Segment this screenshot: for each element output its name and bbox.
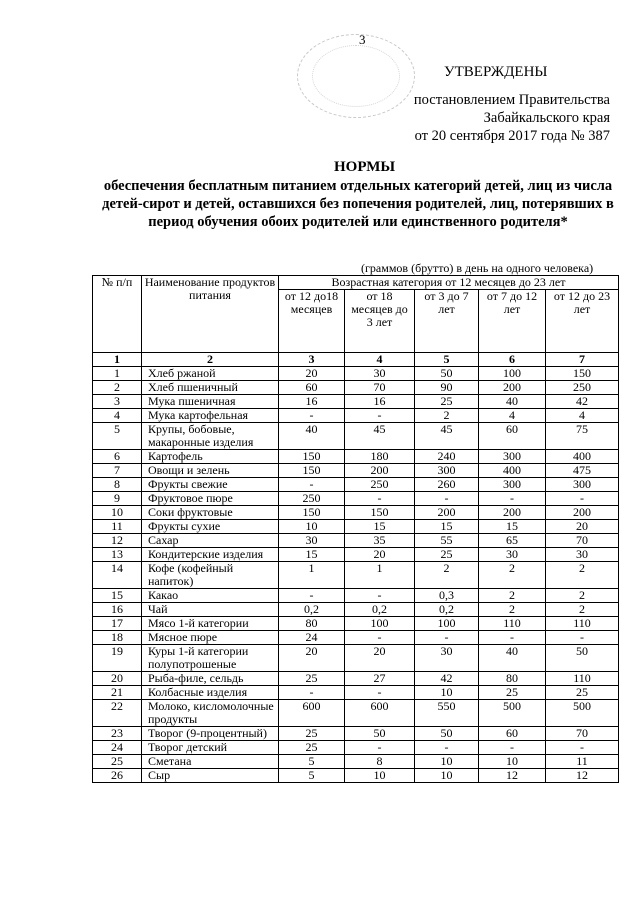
norm-value: 42 bbox=[546, 395, 619, 409]
norm-value: 20 bbox=[345, 548, 415, 562]
norm-value: 15 bbox=[479, 520, 546, 534]
norm-value: 15 bbox=[279, 548, 345, 562]
norm-value: 45 bbox=[345, 423, 415, 450]
norm-value: 550 bbox=[415, 700, 479, 727]
table-row bbox=[93, 409, 619, 423]
header-age-col: от 7 до 12 лет bbox=[479, 290, 546, 353]
table-row bbox=[93, 464, 619, 478]
norm-value: 300 bbox=[546, 478, 619, 492]
header-age-col: от 3 до 7 лет bbox=[415, 290, 479, 353]
table-row bbox=[93, 506, 619, 520]
norm-value: 400 bbox=[546, 450, 619, 464]
norm-value: 40 bbox=[279, 423, 345, 450]
norm-value: - bbox=[546, 631, 619, 645]
norm-value: 2 bbox=[479, 589, 546, 603]
table-row bbox=[93, 478, 619, 492]
norm-value: 0,2 bbox=[279, 603, 345, 617]
table-row bbox=[93, 534, 619, 548]
norm-value: 20 bbox=[546, 520, 619, 534]
norm-value: 24 bbox=[279, 631, 345, 645]
row-number: 20 bbox=[93, 672, 142, 686]
product-name: Овощи и зелень bbox=[142, 464, 279, 478]
norm-value: 10 bbox=[415, 769, 479, 783]
norm-value: 1 bbox=[279, 562, 345, 589]
decree-line-1: постановлением Правительства bbox=[413, 92, 610, 108]
table-row bbox=[93, 603, 619, 617]
norm-value: 50 bbox=[546, 645, 619, 672]
norm-value: - bbox=[345, 741, 415, 755]
header-age-col: от 12 до 23 лет bbox=[546, 290, 619, 353]
row-number: 22 bbox=[93, 700, 142, 727]
column-number: 6 bbox=[479, 353, 546, 367]
table-row bbox=[93, 741, 619, 755]
row-number: 25 bbox=[93, 755, 142, 769]
product-name: Колбасные изделия bbox=[142, 686, 279, 700]
row-number: 26 bbox=[93, 769, 142, 783]
header-age-col: от 12 до18 месяцев bbox=[279, 290, 345, 353]
product-name: Мука пшеничная bbox=[142, 395, 279, 409]
norm-value: 70 bbox=[546, 727, 619, 741]
norm-value: 250 bbox=[279, 492, 345, 506]
product-name: Соки фруктовые bbox=[142, 506, 279, 520]
product-name: Чай bbox=[142, 603, 279, 617]
norm-value: 75 bbox=[546, 423, 619, 450]
norm-value: 30 bbox=[415, 645, 479, 672]
norm-value: 25 bbox=[415, 548, 479, 562]
norm-value: 600 bbox=[279, 700, 345, 727]
header-product-name: Наименование продуктов питания bbox=[142, 276, 279, 353]
norm-value: - bbox=[479, 492, 546, 506]
norm-value: 80 bbox=[479, 672, 546, 686]
column-number: 5 bbox=[415, 353, 479, 367]
row-number: 8 bbox=[93, 478, 142, 492]
page-number: 3 bbox=[359, 32, 366, 47]
norm-value: 150 bbox=[546, 367, 619, 381]
norm-value: 25 bbox=[279, 727, 345, 741]
norm-value: 200 bbox=[546, 506, 619, 520]
norm-value: 8 bbox=[345, 755, 415, 769]
norm-value: 4 bbox=[546, 409, 619, 423]
norm-value: 2 bbox=[479, 603, 546, 617]
norm-value: - bbox=[546, 492, 619, 506]
row-number: 19 bbox=[93, 645, 142, 672]
table-row bbox=[93, 769, 619, 783]
norm-value: 5 bbox=[279, 769, 345, 783]
norm-value: 100 bbox=[345, 617, 415, 631]
norm-value: 110 bbox=[546, 617, 619, 631]
column-number: 2 bbox=[142, 353, 279, 367]
norm-value: 50 bbox=[415, 367, 479, 381]
norm-value: 40 bbox=[479, 645, 546, 672]
norm-value: 200 bbox=[345, 464, 415, 478]
norm-value: 180 bbox=[345, 450, 415, 464]
norm-value: 600 bbox=[345, 700, 415, 727]
table-row bbox=[93, 562, 619, 589]
table-row bbox=[93, 381, 619, 395]
product-name: Хлеб ржаной bbox=[142, 367, 279, 381]
norm-value: 100 bbox=[415, 617, 479, 631]
table-row bbox=[93, 367, 619, 381]
table-row bbox=[93, 727, 619, 741]
norm-value: 20 bbox=[279, 645, 345, 672]
norm-value: 15 bbox=[415, 520, 479, 534]
norm-value: 300 bbox=[479, 450, 546, 464]
product-name: Рыба-филе, сельдь bbox=[142, 672, 279, 686]
product-name: Творог (9-процентный) bbox=[142, 727, 279, 741]
table-row bbox=[93, 645, 619, 672]
product-name: Фруктовое пюре bbox=[142, 492, 279, 506]
norm-value: 200 bbox=[479, 381, 546, 395]
norm-value: 475 bbox=[546, 464, 619, 478]
table-row bbox=[93, 423, 619, 450]
norm-value: 110 bbox=[479, 617, 546, 631]
norm-value: - bbox=[279, 686, 345, 700]
norm-value: 5 bbox=[279, 755, 345, 769]
norm-value: 30 bbox=[546, 548, 619, 562]
header-age-group: Возрастная категория от 12 месяцев до 23 лет bbox=[279, 276, 619, 290]
product-name: Сахар bbox=[142, 534, 279, 548]
header-number: № п/п bbox=[93, 276, 142, 353]
norm-value: - bbox=[345, 409, 415, 423]
norm-value: - bbox=[345, 631, 415, 645]
norm-value: 150 bbox=[279, 450, 345, 464]
row-number: 4 bbox=[93, 409, 142, 423]
row-number: 16 bbox=[93, 603, 142, 617]
norm-value: 45 bbox=[415, 423, 479, 450]
row-number: 18 bbox=[93, 631, 142, 645]
row-number: 1 bbox=[93, 367, 142, 381]
row-number: 23 bbox=[93, 727, 142, 741]
row-number: 7 bbox=[93, 464, 142, 478]
norm-value: 25 bbox=[415, 395, 479, 409]
norm-value: 70 bbox=[345, 381, 415, 395]
row-number: 15 bbox=[93, 589, 142, 603]
product-name: Сыр bbox=[142, 769, 279, 783]
column-number: 4 bbox=[345, 353, 415, 367]
document-subtitle: обеспечения бесплатным питанием отдельных категорий детей, лиц из числа детей-сирот и детей, оставшихся без попечения родителей, лиц, потерявших в период обучения обоих родителей или единственного родителя* bbox=[102, 178, 614, 230]
column-number: 7 bbox=[546, 353, 619, 367]
norm-value: 0,2 bbox=[415, 603, 479, 617]
column-number: 1 bbox=[93, 353, 142, 367]
approved-heading: УТВЕРЖДЕНЫ bbox=[444, 64, 548, 80]
norm-value: 80 bbox=[279, 617, 345, 631]
norm-value: 0,2 bbox=[345, 603, 415, 617]
norm-value: 20 bbox=[279, 367, 345, 381]
decree-line-2: Забайкальского края bbox=[483, 110, 610, 126]
decree-reference bbox=[414, 91, 610, 145]
norm-value: - bbox=[415, 741, 479, 755]
table-row bbox=[93, 672, 619, 686]
norm-value: 2 bbox=[415, 562, 479, 589]
row-number: 6 bbox=[93, 450, 142, 464]
norm-value: 0,3 bbox=[415, 589, 479, 603]
row-number: 11 bbox=[93, 520, 142, 534]
row-number: 12 bbox=[93, 534, 142, 548]
norm-value: 300 bbox=[479, 478, 546, 492]
norm-value: 4 bbox=[479, 409, 546, 423]
norm-value: 11 bbox=[546, 755, 619, 769]
product-name: Сметана bbox=[142, 755, 279, 769]
norm-value: 2 bbox=[479, 562, 546, 589]
table-row bbox=[93, 700, 619, 727]
norm-value: - bbox=[345, 686, 415, 700]
column-number: 3 bbox=[279, 353, 345, 367]
norm-value: 10 bbox=[415, 755, 479, 769]
row-number: 3 bbox=[93, 395, 142, 409]
norm-value: 500 bbox=[479, 700, 546, 727]
product-name: Картофель bbox=[142, 450, 279, 464]
norm-value: 200 bbox=[479, 506, 546, 520]
norm-value: 260 bbox=[415, 478, 479, 492]
product-name: Фрукты сухие bbox=[142, 520, 279, 534]
product-name: Творог детский bbox=[142, 741, 279, 755]
norm-value: 240 bbox=[415, 450, 479, 464]
norm-value: 60 bbox=[279, 381, 345, 395]
norm-value: - bbox=[415, 492, 479, 506]
norm-value: 30 bbox=[345, 367, 415, 381]
product-name: Мясное пюре bbox=[142, 631, 279, 645]
table-row bbox=[93, 755, 619, 769]
norm-value: - bbox=[479, 631, 546, 645]
norm-value: 30 bbox=[279, 534, 345, 548]
product-name: Хлеб пшеничный bbox=[142, 381, 279, 395]
document-title: НОРМЫ bbox=[334, 159, 396, 175]
norm-value: 40 bbox=[479, 395, 546, 409]
row-number: 14 bbox=[93, 562, 142, 589]
nutrition-norms-table bbox=[92, 275, 619, 783]
norm-value: 150 bbox=[279, 464, 345, 478]
norm-value: 2 bbox=[546, 603, 619, 617]
row-number: 24 bbox=[93, 741, 142, 755]
norm-value: 200 bbox=[415, 506, 479, 520]
norm-value: - bbox=[479, 741, 546, 755]
norm-value: 150 bbox=[345, 506, 415, 520]
norm-value: - bbox=[415, 631, 479, 645]
norm-value: 60 bbox=[479, 727, 546, 741]
product-name: Куры 1-й категории полупотрошеные bbox=[142, 645, 279, 672]
product-name: Кофе (кофейный напиток) bbox=[142, 562, 279, 589]
norm-value: 1 bbox=[345, 562, 415, 589]
norm-value: 90 bbox=[415, 381, 479, 395]
product-name: Кондитерские изделия bbox=[142, 548, 279, 562]
norm-value: 65 bbox=[479, 534, 546, 548]
norm-value: 250 bbox=[345, 478, 415, 492]
table-row bbox=[93, 589, 619, 603]
norm-value: 400 bbox=[479, 464, 546, 478]
norm-value: - bbox=[546, 741, 619, 755]
norm-value: 25 bbox=[546, 686, 619, 700]
norm-value: - bbox=[279, 589, 345, 603]
units-note: (граммов (брутто) в день на одного человека) bbox=[361, 261, 594, 275]
row-number: 21 bbox=[93, 686, 142, 700]
row-number: 9 bbox=[93, 492, 142, 506]
norm-value: 10 bbox=[345, 769, 415, 783]
norm-value: 2 bbox=[546, 589, 619, 603]
row-number: 10 bbox=[93, 506, 142, 520]
table-row bbox=[93, 520, 619, 534]
norm-value: 20 bbox=[345, 645, 415, 672]
norm-value: 12 bbox=[479, 769, 546, 783]
decree-line-3: от 20 сентября 2017 года № 387 bbox=[414, 128, 610, 144]
norm-value: 10 bbox=[479, 755, 546, 769]
norm-value: 16 bbox=[345, 395, 415, 409]
product-name: Мясо 1-й категории bbox=[142, 617, 279, 631]
norm-value: 70 bbox=[546, 534, 619, 548]
header-age-col: от 18 месяцев до 3 лет bbox=[345, 290, 415, 353]
norm-value: - bbox=[345, 492, 415, 506]
norm-value: 2 bbox=[546, 562, 619, 589]
product-name: Молоко, кисломолочные продукты bbox=[142, 700, 279, 727]
table-row bbox=[93, 450, 619, 464]
norm-value: - bbox=[279, 478, 345, 492]
norm-value: 50 bbox=[415, 727, 479, 741]
norm-value: 10 bbox=[279, 520, 345, 534]
norm-value: 300 bbox=[415, 464, 479, 478]
product-name: Крупы, бобовые, макаронные изделия bbox=[142, 423, 279, 450]
norm-value: 16 bbox=[279, 395, 345, 409]
norm-value: 250 bbox=[546, 381, 619, 395]
norm-value: 150 bbox=[279, 506, 345, 520]
norm-value: 500 bbox=[546, 700, 619, 727]
table-row bbox=[93, 548, 619, 562]
table-row bbox=[93, 617, 619, 631]
norm-value: 25 bbox=[279, 741, 345, 755]
norm-value: 42 bbox=[415, 672, 479, 686]
norm-value: 25 bbox=[479, 686, 546, 700]
norm-value: 2 bbox=[415, 409, 479, 423]
row-number: 13 bbox=[93, 548, 142, 562]
table-row bbox=[93, 395, 619, 409]
official-seal-stamp bbox=[297, 34, 415, 118]
norm-value: 110 bbox=[546, 672, 619, 686]
norm-value: 35 bbox=[345, 534, 415, 548]
norm-value: 10 bbox=[415, 686, 479, 700]
norm-value: 27 bbox=[345, 672, 415, 686]
norm-value: 60 bbox=[479, 423, 546, 450]
product-name: Мука картофельная bbox=[142, 409, 279, 423]
norm-value: 25 bbox=[279, 672, 345, 686]
norm-value: 30 bbox=[479, 548, 546, 562]
product-name: Фрукты свежие bbox=[142, 478, 279, 492]
table-row bbox=[93, 492, 619, 506]
norm-value: - bbox=[345, 589, 415, 603]
table-row bbox=[93, 631, 619, 645]
row-number: 2 bbox=[93, 381, 142, 395]
product-name: Какао bbox=[142, 589, 279, 603]
norm-value: 15 bbox=[345, 520, 415, 534]
norm-value: 100 bbox=[479, 367, 546, 381]
norm-value: 55 bbox=[415, 534, 479, 548]
row-number: 5 bbox=[93, 423, 142, 450]
norm-value: 50 bbox=[345, 727, 415, 741]
row-number: 17 bbox=[93, 617, 142, 631]
table-row bbox=[93, 686, 619, 700]
norm-value: 12 bbox=[546, 769, 619, 783]
norm-value: - bbox=[279, 409, 345, 423]
